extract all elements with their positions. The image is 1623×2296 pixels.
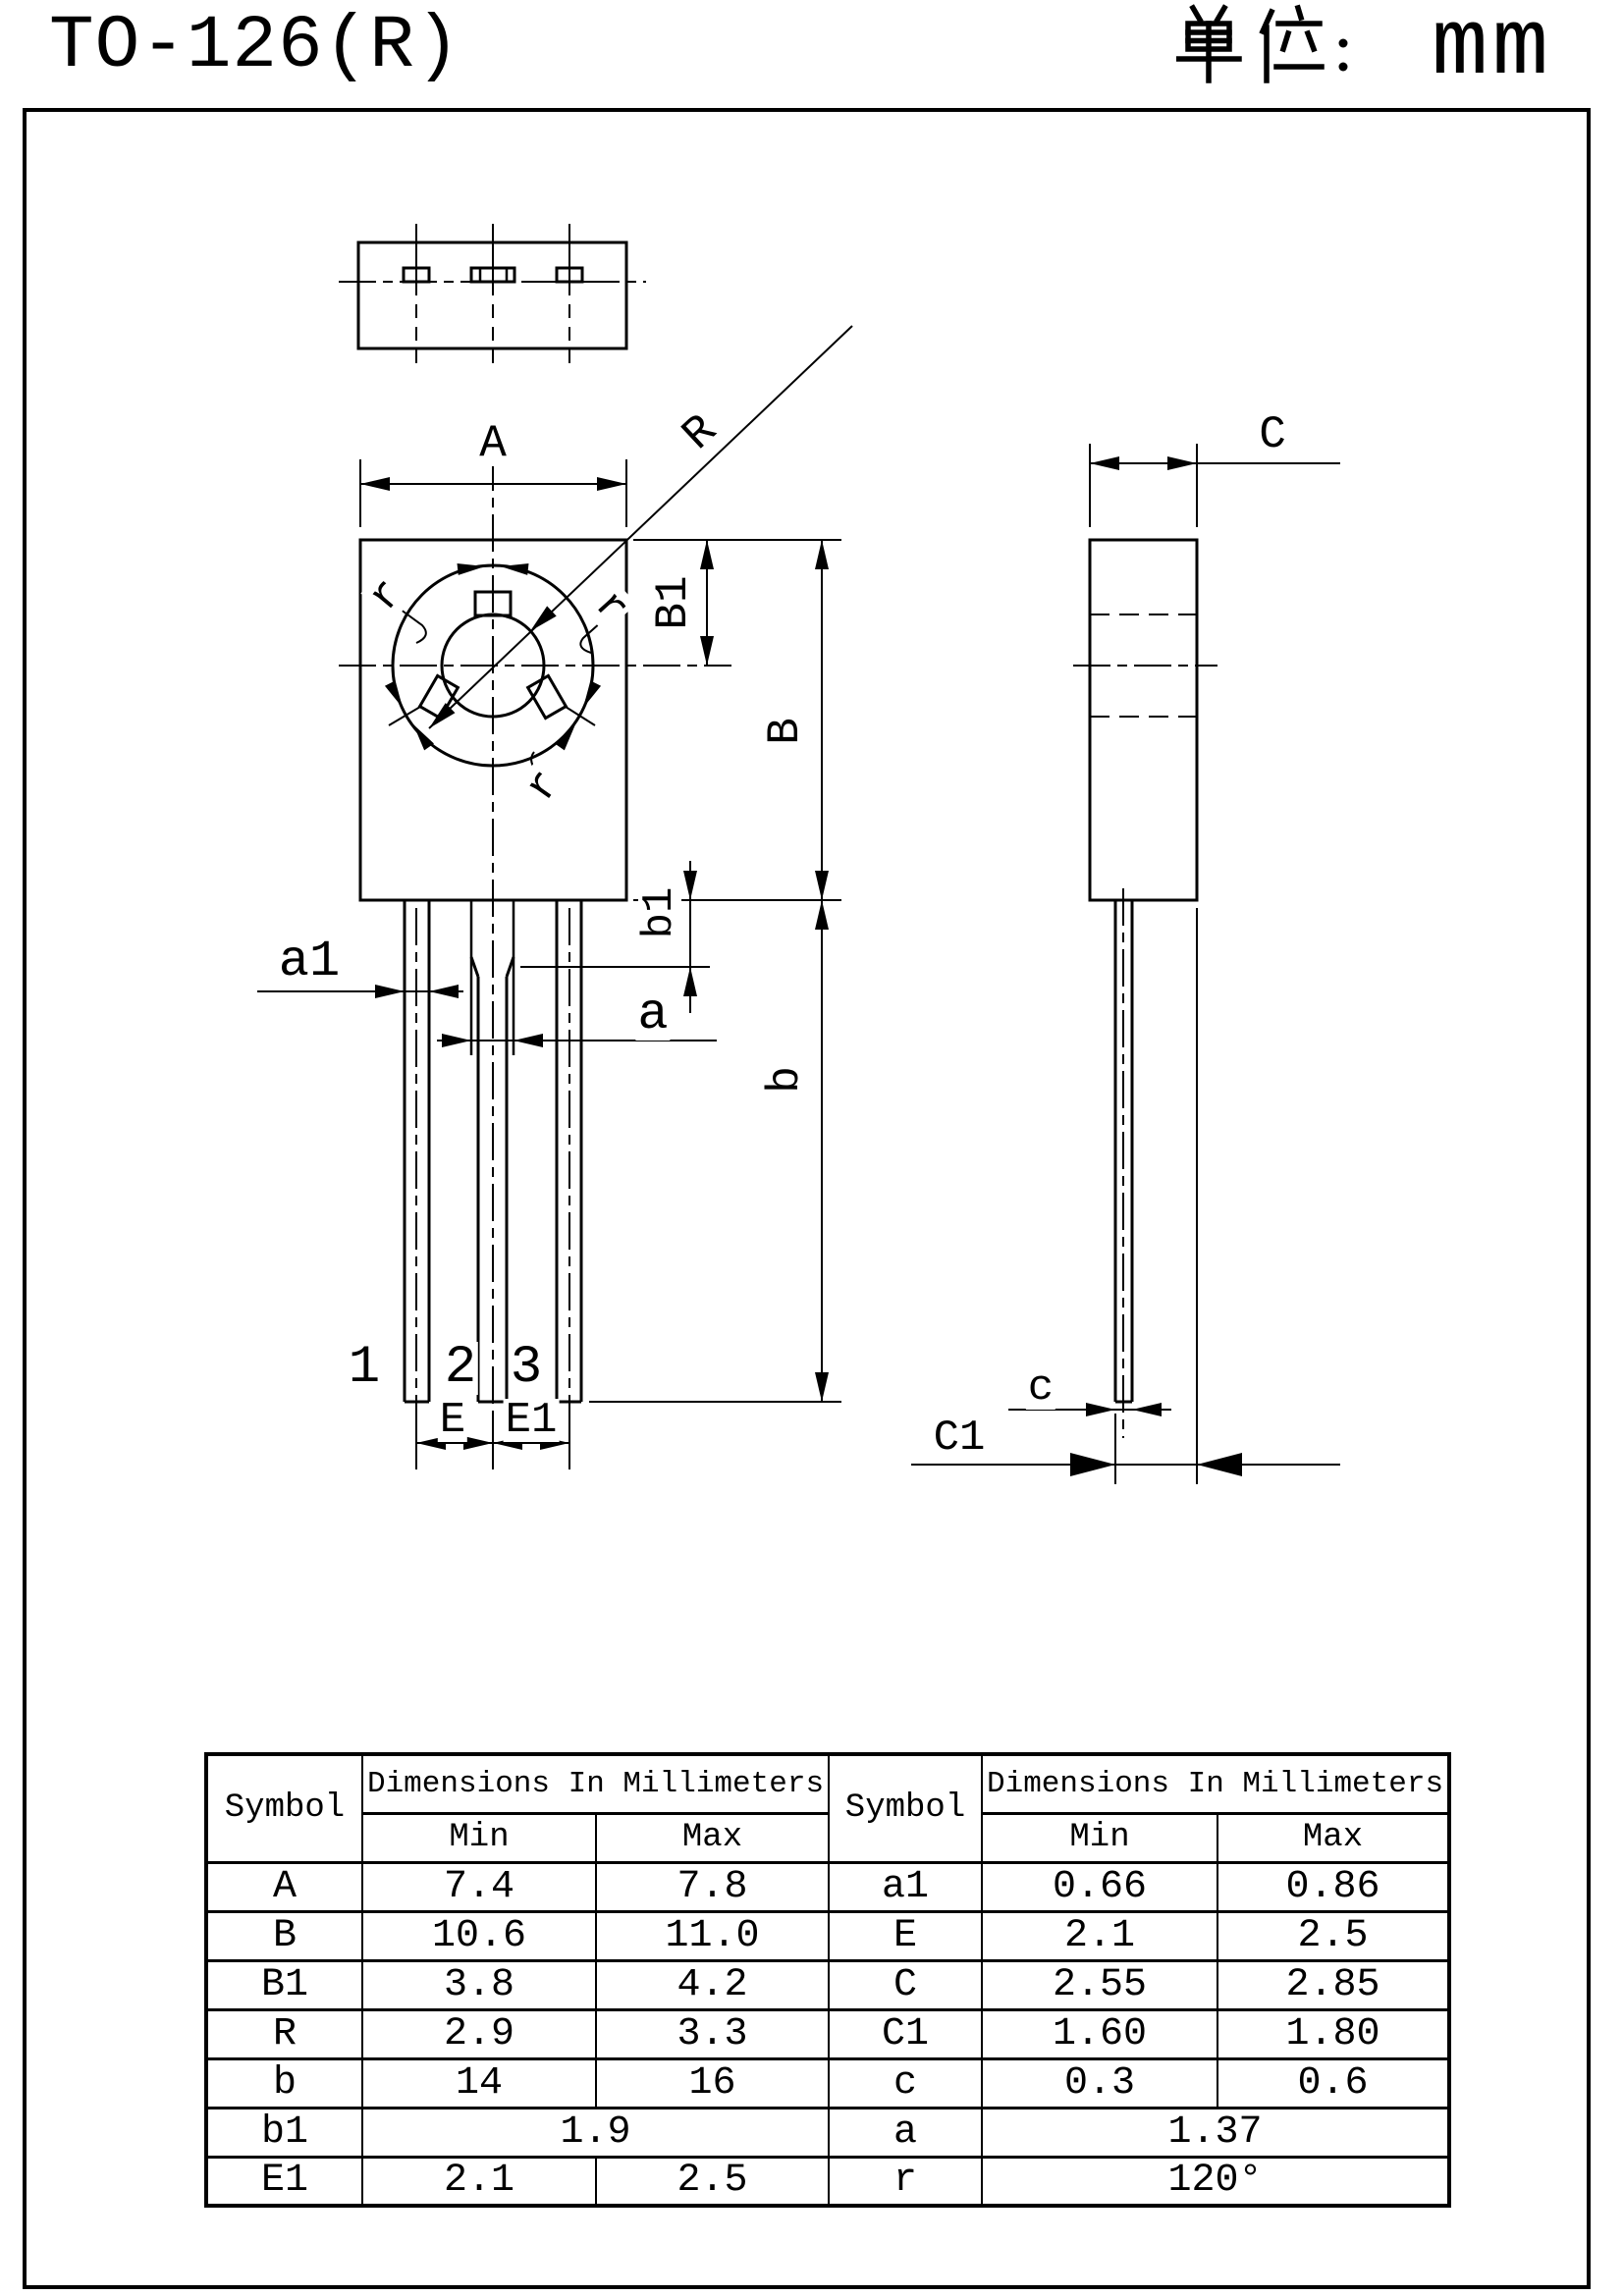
- min-cell: 0.66: [982, 1862, 1217, 1911]
- max-cell: 11.0: [596, 1911, 829, 1960]
- symbol-cell: B: [206, 1911, 362, 1960]
- dim-label-a: a: [637, 986, 669, 1043]
- min-cell: 3.8: [362, 1960, 596, 2009]
- unit-value: mm: [1432, 0, 1553, 101]
- dim-label-B: B: [760, 718, 811, 745]
- min-cell: 2.1: [982, 1911, 1217, 1960]
- symbol-cell: B1: [206, 1960, 362, 2009]
- table-subheader-row: [206, 1813, 1449, 1862]
- max-cell: 2.5: [1217, 1911, 1449, 1960]
- max-cell: 2.85: [1217, 1960, 1449, 2009]
- symbol-cell: c: [829, 2058, 982, 2108]
- dim-label-a1: a1: [278, 933, 341, 990]
- dim-label-b: b: [760, 1066, 811, 1094]
- dim-label-E: E: [439, 1396, 466, 1445]
- table-row: [206, 1862, 1449, 1911]
- dimensions-header-right: Dimensions In Millimeters: [982, 1754, 1449, 1813]
- max-cell: 1.80: [1217, 2009, 1449, 2058]
- min-cell: 14: [362, 2058, 596, 2108]
- dim-label-b1: b1: [635, 886, 684, 939]
- symbol-header-left: Symbol: [206, 1754, 362, 1862]
- min-cell: 2.9: [362, 2009, 596, 2058]
- table-row: [206, 2009, 1449, 2058]
- max-cell: 16: [596, 2058, 829, 2108]
- dim-label-B1: B1: [648, 575, 699, 630]
- symbol-cell: C1: [829, 2009, 982, 2058]
- min-header-right: Min: [982, 1813, 1217, 1862]
- max-cell: 2.5: [596, 2157, 829, 2206]
- dim-label-C: C: [1259, 409, 1286, 460]
- dimensions-header-left: Dimensions In Millimeters: [362, 1754, 829, 1813]
- table-row: [206, 2157, 1449, 2206]
- symbol-cell: A: [206, 1862, 362, 1911]
- value-cell: 1.37: [982, 2108, 1449, 2157]
- max-header-right: Max: [1217, 1813, 1449, 1862]
- symbol-header-right: Symbol: [829, 1754, 982, 1862]
- table-row: [206, 1911, 1449, 1960]
- dim-label-E1: E1: [505, 1396, 558, 1445]
- symbol-cell: E1: [206, 2157, 362, 2206]
- min-cell: 2.55: [982, 1960, 1217, 2009]
- symbol-cell: C: [829, 1960, 982, 2009]
- value-cell: 120°: [982, 2157, 1449, 2206]
- min-cell: 1.60: [982, 2009, 1217, 2058]
- max-cell: 3.3: [596, 2009, 829, 2058]
- table-header-row: [206, 1754, 1449, 1813]
- dim-label-C1: C1: [933, 1414, 986, 1463]
- dim-label-r-bottom: r: [515, 761, 572, 812]
- min-cell: 10.6: [362, 1911, 596, 1960]
- symbol-cell: a1: [829, 1862, 982, 1911]
- max-cell: 0.86: [1217, 1862, 1449, 1911]
- pin-1-label: 1: [348, 1338, 381, 1398]
- table-row: [206, 2108, 1449, 2157]
- symbol-cell: a: [829, 2108, 982, 2157]
- max-cell: 0.6: [1217, 2058, 1449, 2108]
- max-cell: 7.8: [596, 1862, 829, 1911]
- min-cell: 7.4: [362, 1862, 596, 1911]
- dim-label-c: c: [1027, 1363, 1055, 1413]
- dimensions-table: [204, 1752, 1451, 2208]
- symbol-cell: E: [829, 1911, 982, 1960]
- dim-label-r-top-left: r: [359, 569, 414, 622]
- symbol-cell: b: [206, 2058, 362, 2108]
- dim-label-r-top-right: r: [583, 581, 638, 634]
- min-header-left: Min: [362, 1813, 596, 1862]
- dim-label-R: R: [673, 404, 728, 461]
- table-row: [206, 1960, 1449, 2009]
- max-cell: 4.2: [596, 1960, 829, 2009]
- max-header-left: Max: [596, 1813, 829, 1862]
- pin-2-label: 2: [444, 1338, 477, 1398]
- table-row: [206, 2058, 1449, 2108]
- min-cell: 2.1: [362, 2157, 596, 2206]
- pin-3-label: 3: [510, 1338, 543, 1398]
- dim-label-A: A: [479, 418, 507, 469]
- min-cell: 0.3: [982, 2058, 1217, 2108]
- symbol-cell: b1: [206, 2108, 362, 2157]
- symbol-cell: r: [829, 2157, 982, 2206]
- value-cell: 1.9: [362, 2108, 829, 2157]
- symbol-cell: R: [206, 2009, 362, 2058]
- page-title: TO-126(R): [49, 4, 461, 88]
